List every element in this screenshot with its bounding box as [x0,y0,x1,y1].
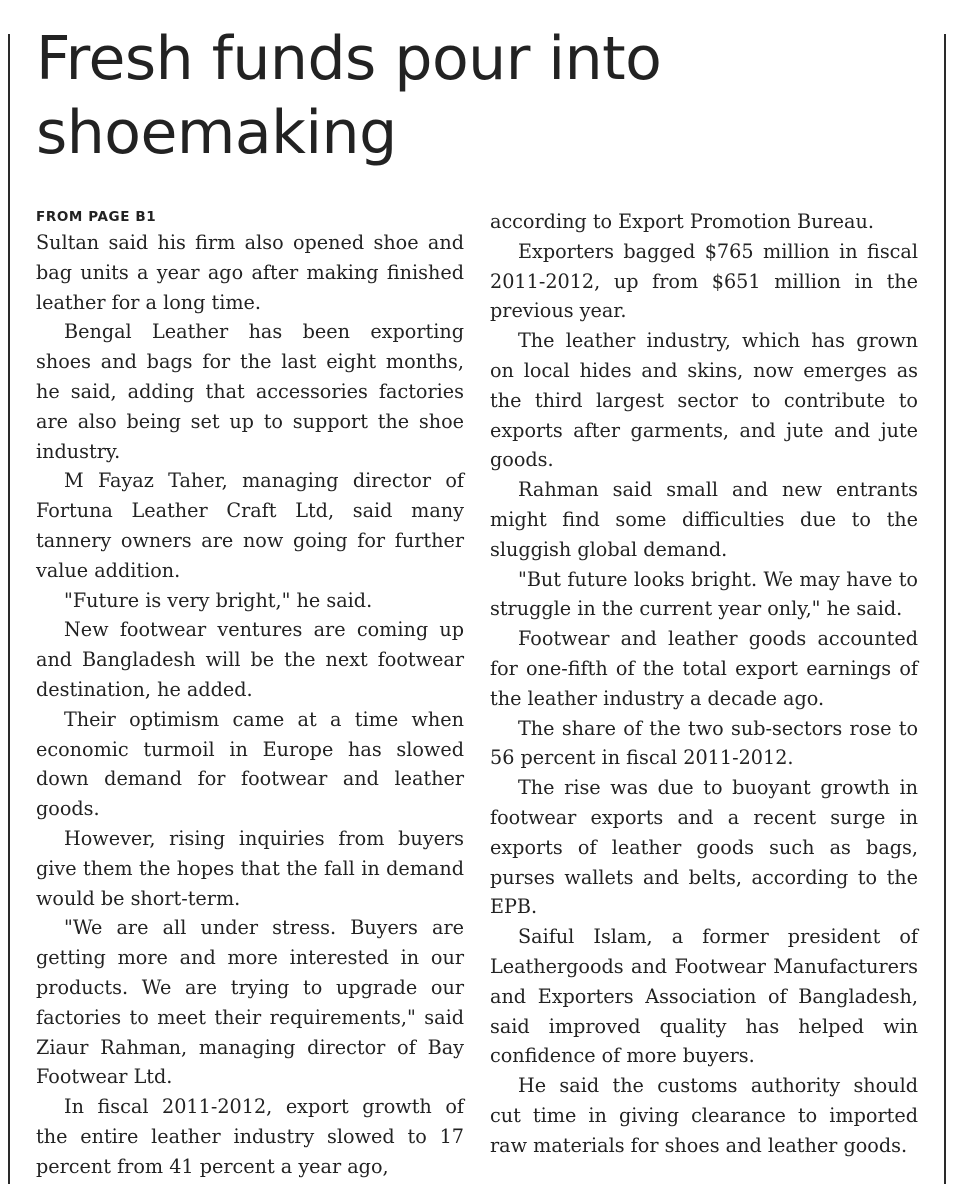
paragraph: In fiscal 2011-2012, export growth of the entire leather industry slowed to 17 percent from 41 percent a year ago, [36,1095,464,1178]
paragraph: The share of the two sub-sectors rose to 56 percent in fiscal 2011-2012. [490,716,918,770]
article-column-right [490,207,918,1161]
paragraph: The rise was due to buoyant growth in footwear exports and a recent surge in exports of leather goods such as bags, purses wallets and belts, according to the EPB. [490,776,918,919]
paragraph: "Future is very bright," he said. [64,588,373,612]
paragraph: M Fayaz Taher, managing director of Fortuna Leather Craft Ltd, said many tannery owners are now going for further value addition. [36,469,464,582]
headline: Fresh funds pour into shoemaking [36,24,662,168]
paragraph: New footwear ventures are coming up and Bangladesh will be the next footwear destination, he added. [36,618,464,701]
left-column-rule [8,34,10,1184]
paragraph: The leather industry, which has grown on local hides and skins, now emerges as the third largest sector to contribute to exports after garments, and jute and jute goods. [490,329,918,472]
paragraph: Rahman said small and new entrants might find some difficulties due to the sluggish global demand. [490,478,918,561]
paragraph: Their optimism came at a time when economic turmoil in Europe has slowed down demand for footwear and leather goods. [36,707,464,821]
dateline: FROM PAGE B1 [36,209,157,225]
paragraph: "We are all under stress. Buyers are getting more and more interested in our products. We are trying to upgrade our factories to meet their requirements," said Ziaur Rahman, managing director of Bay Footwear Ltd. [36,916,464,1089]
paragraph: However, rising inquiries from buyers give them the hopes that the fall in demand would be short-term. [36,826,464,910]
paragraph: Bengal Leather has been exporting shoes and bags for the last eight months, he said, adding that accessories factories are also being set up to support the shoe industry. [36,320,464,463]
article-column-left [36,208,464,1182]
right-column-rule [944,34,946,1184]
paragraph: He said the customs authority should cut time in giving clearance to imported raw materials for shoes and leather goods. [490,1074,918,1157]
paragraph: "But future looks bright. We may have to struggle in the current year only," he said. [490,567,918,621]
paragraph: Saiful Islam, a former president of Leathergoods and Footwear Manufacturers and Exporters Association of Bangladesh, said improved quality has helped win confidence of more buyers. [490,925,918,1068]
paragraph: according to Export Promotion Bureau. [490,210,874,233]
paragraph: Sultan said his firm also opened shoe and bag units a year ago after making finished leather for a long time. [36,231,464,314]
paragraph: Footwear and leather goods accounted for one-fifth of the total export earnings of the leather industry a decade ago. [490,627,918,710]
paragraph: Exporters bagged $765 million in fiscal 2011-2012, up from $651 million in the previous year. [490,239,918,323]
